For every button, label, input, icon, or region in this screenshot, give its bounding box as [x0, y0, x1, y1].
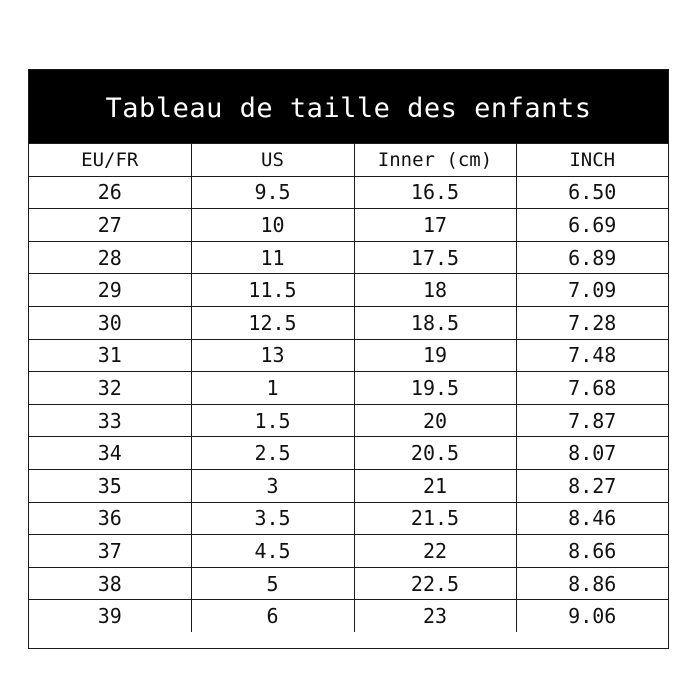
cell-inch: 8.27 [516, 469, 668, 502]
cell-inch: 6.50 [516, 176, 668, 209]
table-row [29, 274, 668, 307]
cell-inner-cm: 17 [354, 209, 516, 242]
table-row [29, 176, 668, 209]
cell-inch: 8.66 [516, 535, 668, 568]
cell-eu-fr: 36 [29, 502, 191, 535]
table-row [29, 437, 668, 470]
cell-inner-cm: 16.5 [354, 176, 516, 209]
cell-inner-cm: 18 [354, 274, 516, 307]
cell-inch: 7.48 [516, 339, 668, 372]
cell-us: 4.5 [191, 535, 354, 568]
cell-us: 5 [191, 567, 354, 600]
table-row [29, 600, 668, 633]
cell-eu-fr: 30 [29, 306, 191, 339]
cell-inch: 7.28 [516, 306, 668, 339]
cell-inner-cm: 22.5 [354, 567, 516, 600]
cell-inch: 6.69 [516, 209, 668, 242]
cell-inner-cm: 20.5 [354, 437, 516, 470]
cell-us: 12.5 [191, 306, 354, 339]
cell-us: 2.5 [191, 437, 354, 470]
size-rows [29, 176, 668, 632]
table-row [29, 469, 668, 502]
size-chart [28, 69, 669, 649]
table-row [29, 241, 668, 274]
cell-us: 1.5 [191, 404, 354, 437]
cell-inner-cm: 19 [354, 339, 516, 372]
header-inch: INCH [516, 144, 668, 177]
cell-eu-fr: 27 [29, 209, 191, 242]
header-row [29, 144, 668, 177]
cell-us: 9.5 [191, 176, 354, 209]
cell-inch: 6.89 [516, 241, 668, 274]
cell-inner-cm: 23 [354, 600, 516, 633]
cell-us: 1 [191, 372, 354, 405]
cell-inch: 9.06 [568, 604, 617, 629]
header-us: US [191, 144, 354, 177]
cell-inch: 7.87 [516, 404, 668, 437]
table-row [29, 535, 668, 568]
cell-eu-fr: 39 [29, 600, 191, 633]
table-row [29, 306, 668, 339]
cell-eu-fr: 32 [29, 372, 191, 405]
cell-eu-fr: 37 [29, 535, 191, 568]
cell-inch: 7.09 [516, 274, 668, 307]
table-row [29, 404, 668, 437]
cell-inner-cm: 21 [354, 469, 516, 502]
cell-eu-fr: 29 [29, 274, 191, 307]
cell-inch: 8.86 [516, 567, 668, 600]
cell-eu-fr: 35 [29, 469, 191, 502]
cell-inner-cm: 21.5 [354, 502, 516, 535]
table-row [29, 372, 668, 405]
cell-inner-cm: 19.5 [354, 372, 516, 405]
table-row [29, 209, 668, 242]
table-row [29, 339, 668, 372]
cell-eu-fr: 26 [29, 176, 191, 209]
cell-eu-fr: 34 [29, 437, 191, 470]
cell-us: 10 [191, 209, 354, 242]
chart-title: Tableau de taille des enfants [29, 70, 668, 143]
cell-inner-cm: 17.5 [354, 241, 516, 274]
cell-inch: 8.46 [516, 502, 668, 535]
cell-us: 6 [191, 600, 354, 633]
table-row [29, 502, 668, 535]
table-row [29, 567, 668, 600]
header-inner-cm: Inner (cm) [354, 144, 516, 177]
cell-eu-fr: 38 [29, 567, 191, 600]
cell-eu-fr: 31 [29, 339, 191, 372]
cell-us: 11 [191, 241, 354, 274]
cell-eu-fr: 33 [29, 404, 191, 437]
cell-us: 13 [191, 339, 354, 372]
cell-eu-fr: 28 [29, 241, 191, 274]
cell-us: 3 [191, 469, 354, 502]
size-table [29, 143, 668, 632]
cell-us: 11.5 [191, 274, 354, 307]
cell-us: 3.5 [191, 502, 354, 535]
cell-inner-cm: 20 [354, 404, 516, 437]
cell-inner-cm: 18.5 [354, 306, 516, 339]
cell-inner-cm: 22 [354, 535, 516, 568]
cell-inch: 7.68 [516, 372, 668, 405]
cell-inch: 8.07 [516, 437, 668, 470]
header-eu-fr: EU/FR [29, 144, 191, 177]
